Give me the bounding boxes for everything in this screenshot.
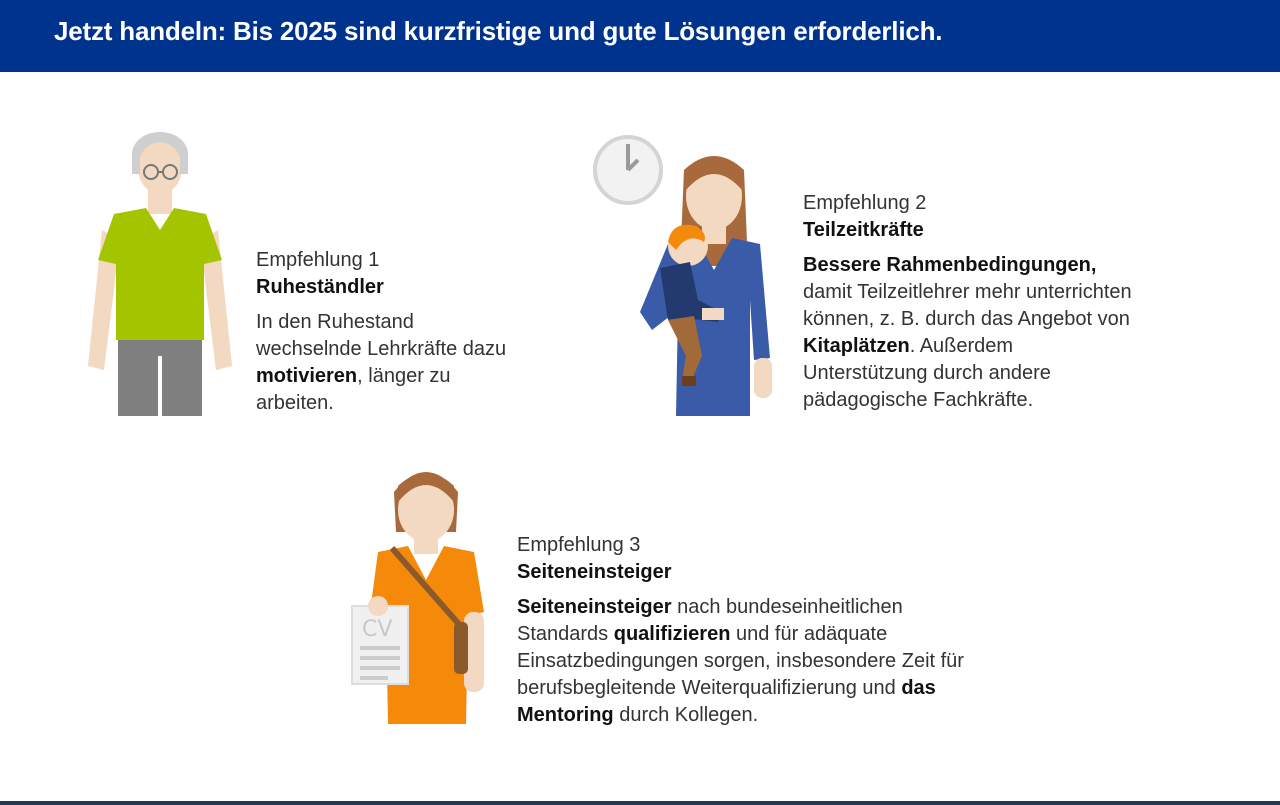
page-title: Jetzt handeln: Bis 2025 sind kurzfristige und gute Lösungen erforderlich. — [54, 16, 943, 46]
recommendation-2-text — [803, 252, 1133, 414]
bottom-divider — [0, 801, 1280, 805]
body-text: nach bundeseinheitlichen Standards — [517, 596, 903, 645]
body-text: damit Teilzeitlehrer mehr unterrichten können, z. B. durch das Angebot von — [803, 281, 1132, 330]
recommendation-2 — [803, 190, 1133, 414]
recommendation-3 — [517, 532, 977, 729]
recommendation-3-title: Seiteneinsteiger — [517, 561, 672, 583]
recommendation-1-text — [256, 309, 516, 417]
emphasis-text: Bessere Rahmenbedingungen, — [803, 254, 1097, 276]
emphasis-text: qualifizieren — [613, 623, 731, 645]
emphasis-text: das Mentoring — [517, 677, 936, 726]
body-text: und für adäquate Einsatzbedingungen sorgen, insbesondere Zeit für berufsbegleitende Weiterqualifizierung und — [517, 623, 964, 699]
cv-label: CV — [362, 617, 393, 642]
recommendation-1-title: Ruheständler — [256, 276, 384, 298]
recommendation-1 — [256, 247, 516, 417]
recommendation-2-kicker: Empfehlung 2 — [803, 192, 927, 214]
body-text: , länger zu arbeiten. — [256, 365, 451, 414]
emphasis-text: motivieren — [256, 365, 358, 387]
retired-teacher-icon — [84, 130, 236, 416]
recommendation-3-kicker: Empfehlung 3 — [517, 534, 641, 556]
recommendation-1-kicker: Empfehlung 1 — [256, 249, 380, 271]
body-text: durch Kollegen. — [613, 704, 759, 726]
career-changer-icon — [350, 462, 490, 724]
body-text: . Außerdem Unterstützung durch andere pädagogische Fachkräfte. — [803, 335, 1051, 411]
recommendation-2-title: Teilzeitkräfte — [803, 219, 924, 241]
emphasis-text: Kitaplätzen — [803, 335, 910, 357]
header-bar — [0, 0, 1280, 72]
emphasis-text: Seiteneinsteiger — [517, 596, 672, 618]
mother-with-child-icon — [638, 150, 778, 416]
recommendation-3-text — [517, 594, 977, 729]
body-text: In den Ruhestand wechselnde Lehrkräfte dazu — [256, 311, 507, 360]
